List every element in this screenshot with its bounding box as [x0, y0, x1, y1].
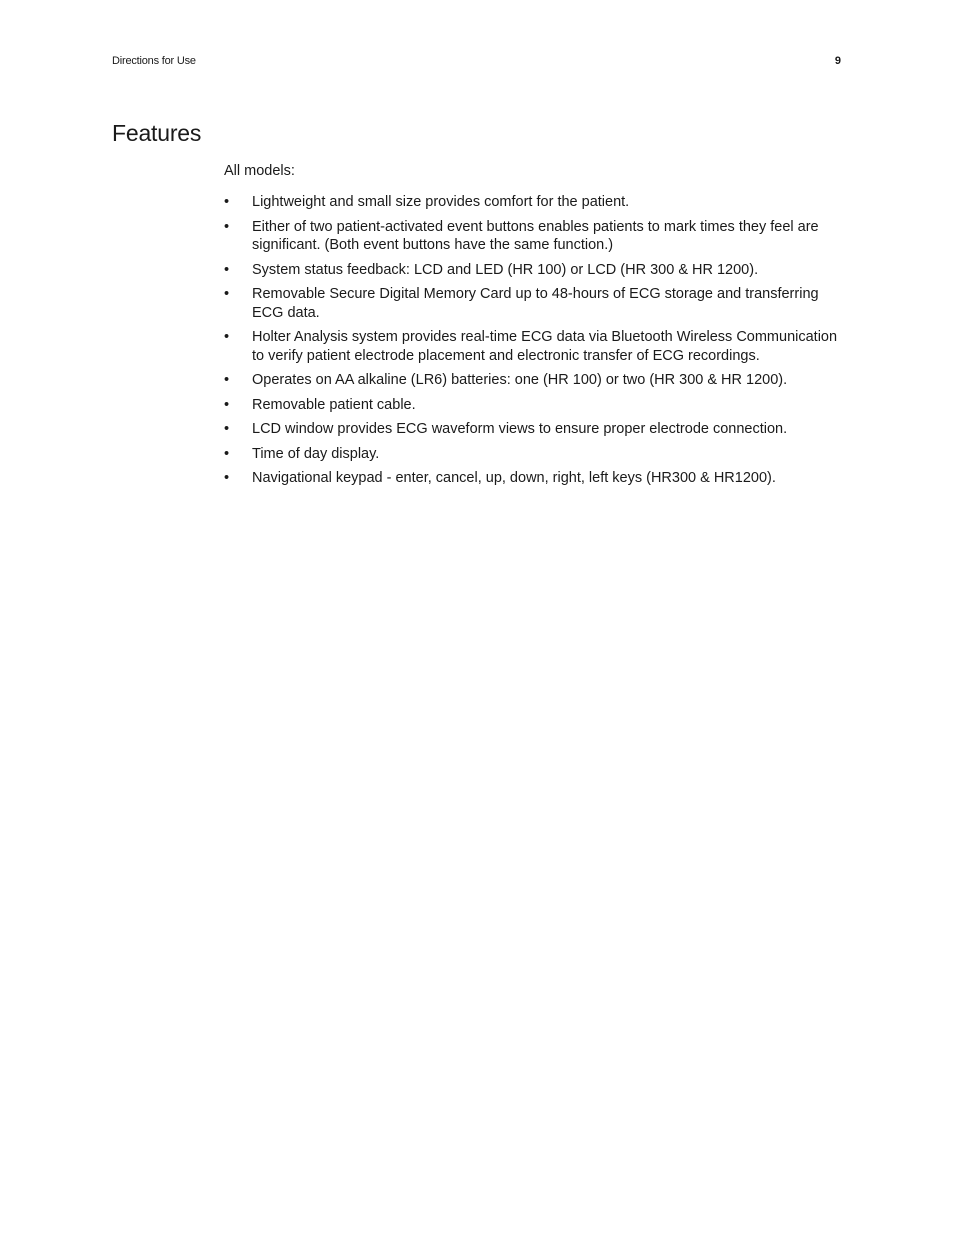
list-item [224, 469, 844, 488]
list-item-text: Navigational keypad - enter, cancel, up, down, right, left keys (HR300 & HR1200). [252, 470, 776, 486]
list-item [224, 261, 844, 280]
bullet-icon: • [224, 329, 230, 345]
list-item-text: LCD window provides ECG waveform views to ensure proper electrode connection. [252, 421, 788, 437]
section-heading: Features [112, 120, 202, 146]
header-document-title: Directions for Use [112, 55, 196, 67]
list-item-text: Removable patient cable. [252, 396, 416, 413]
bullet-icon: • [224, 218, 230, 235]
bullet-icon: • [224, 470, 230, 486]
intro-text: All models: [224, 163, 295, 179]
section-content [224, 162, 844, 494]
running-header [112, 53, 841, 69]
list-item-text: Removable Secure Digital Memory Card up to 48-hours of ECG storage and transferring ECG data. [252, 286, 819, 321]
list-item-text: System status feedback: LCD and LED (HR 100) or LCD (HR 300 & HR 1200). [252, 261, 759, 278]
bullet-icon: • [224, 421, 230, 437]
feature-list [224, 193, 844, 488]
list-item [224, 396, 844, 415]
list-item [224, 328, 844, 365]
list-item-text: Holter Analysis system provides real-time ECG data via Bluetooth Wireless Communication to verify patient electrode placement and electronic transfer of ECG recordings. [252, 329, 838, 364]
bullet-icon: • [224, 194, 230, 210]
list-item-text: Either of two patient-activated event buttons enables patients to mark times they feel are significant. (Both event buttons have the same function.) [252, 218, 819, 253]
list-item [224, 285, 844, 322]
bullet-icon: • [224, 286, 230, 302]
bullet-icon: • [224, 372, 230, 388]
list-item [224, 218, 844, 255]
list-item-text: Time of day display. [252, 445, 380, 462]
list-item [224, 371, 844, 390]
bullet-icon: • [224, 396, 230, 413]
list-item [224, 445, 844, 464]
list-item [224, 193, 844, 212]
bullet-icon: • [224, 445, 230, 462]
bullet-icon: • [224, 261, 230, 278]
list-item [224, 420, 844, 439]
page-number: 9 [834, 55, 841, 67]
list-item-text: Operates on AA alkaline (LR6) batteries: one (HR 100) or two (HR 300 & HR 1200). [252, 372, 788, 388]
list-item-text: Lightweight and small size provides comfort for the patient. [252, 194, 630, 210]
